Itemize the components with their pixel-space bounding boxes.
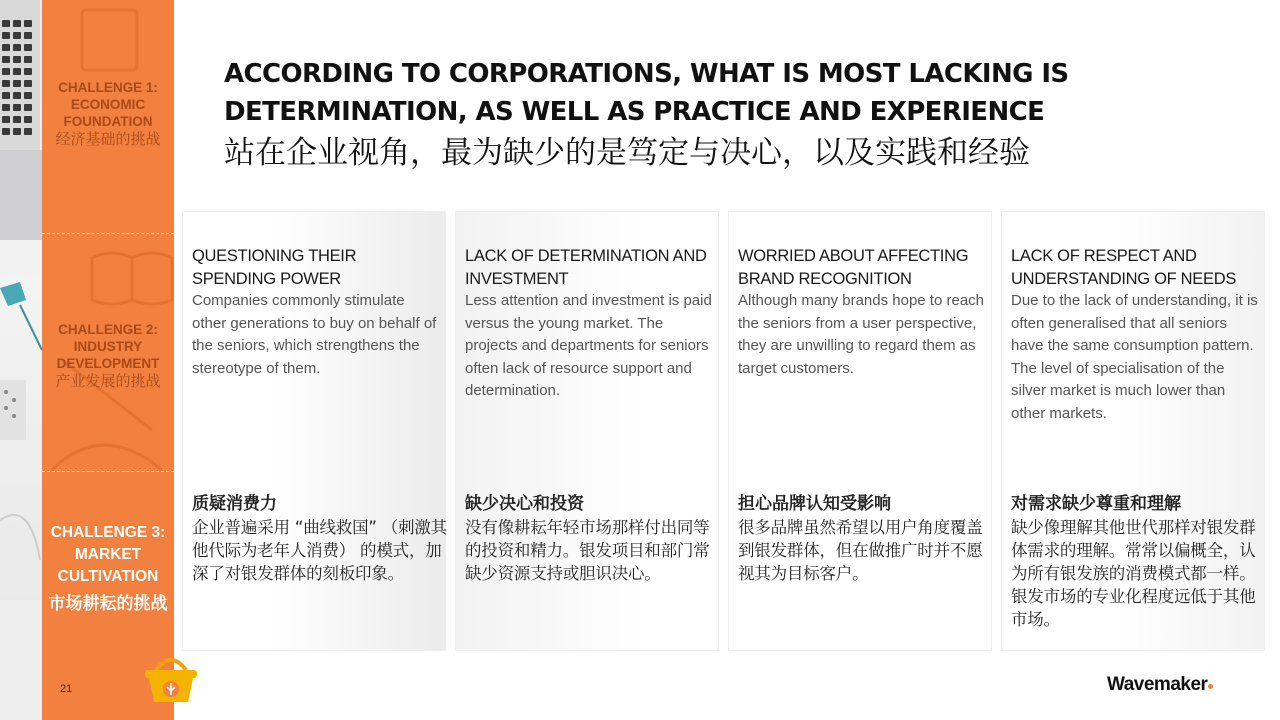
card-body: Companies commonly stimulate other generations to buy on behalf of the seniors, which strengthens the stereotype of them. (192, 292, 437, 377)
card-zh-body: 企业普遍采用 “曲线救国” （刺激其他代际为老年人消费） 的模式，加深了对银发群体的刻板印象。 (192, 518, 447, 583)
challenge-2-en: CHALLENGE 2: INDUSTRY DEVELOPMENT (56, 322, 160, 371)
challenge-1-en: CHALLENGE 1: ECONOMIC FOUNDATION (58, 80, 158, 129)
shopping-basket-icon (140, 650, 202, 706)
card-title: LACK OF DETERMINATION AND INVESTMENT (465, 247, 707, 288)
challenge-3-en: CHALLENGE 3: MARKET CULTIVATION (50, 524, 166, 585)
sidebar-divider-2 (42, 471, 174, 472)
wavemaker-logo (1107, 674, 1213, 696)
background-desk-photo (0, 0, 42, 720)
card-zh-title: 缺少决心和投资 (465, 494, 584, 514)
challenge-3-label (42, 522, 174, 619)
card-title: LACK OF RESPECT AND UNDERSTANDING OF NEEDS (1011, 247, 1237, 288)
card-respect-needs (1001, 211, 1265, 651)
card-zh-title: 对需求缺少尊重和理解 (1011, 494, 1181, 514)
challenge-sidebar (42, 0, 174, 720)
card-zh-title: 担心品牌认知受影响 (738, 494, 891, 514)
headline-en-line-1: ACCORDING TO CORPORATIONS, WHAT IS MOST LACKING IS (224, 59, 1069, 89)
sidebar-divider-1 (42, 233, 174, 234)
card-title: WORRIED ABOUT AFFECTING BRAND RECOGNITION (738, 247, 969, 288)
headline-en-line-2: DETERMINATION, AS WELL AS PRACTICE AND EXPERIENCE (224, 97, 1045, 127)
logo-text: Wavemaker (1107, 674, 1208, 695)
challenge-2-label (42, 322, 174, 391)
card-body: Although many brands hope to reach the seniors from a user perspective, they are unwilling to regard them as target customers. (738, 292, 984, 377)
challenge-3-zh: 市场耕耘的挑战 (48, 594, 168, 613)
card-zh-body: 很多品牌虽然希望以用户角度覆盖到银发群体，但在做推广时并不愿视其为目标客户。 (738, 518, 983, 583)
card-zh-body: 缺少像理解其他世代那样对银发群体需求的理解。常常以偏概全，认为所有银发族的消费模式都一样。银发市场的专业化程度远低于其他市场。 (1011, 518, 1256, 629)
card-brand-recognition (728, 211, 992, 651)
logo-dot (1208, 684, 1213, 689)
headline-zh: 站在企业视角，最为缺少的是笃定与决心，以及实践和经验 (224, 135, 1030, 171)
challenge-2-zh: 产业发展的挑战 (55, 372, 161, 390)
card-spending-power (182, 211, 446, 651)
card-determination (455, 211, 719, 651)
desk-illustration (0, 0, 42, 720)
challenge-1-label (42, 80, 174, 149)
challenge-1-zh: 经济基础的挑战 (55, 130, 161, 148)
slide-headline (224, 55, 1224, 175)
card-zh-title: 质疑消费力 (192, 494, 277, 514)
card-zh-body: 没有像耕耘年轻市场那样付出同等的投资和精力。银发项目和部门常缺少资源支持或胆识决心。 (465, 518, 710, 583)
page-number: 21 (60, 683, 73, 695)
card-title: QUESTIONING THEIR SPENDING POWER (192, 247, 357, 288)
card-body: Due to the lack of understanding, it is often generalised that all seniors have the same consumption pattern. The level of specialisation of the silver market is much lower than other markets. (1011, 292, 1258, 422)
card-body: Less attention and investment is paid versus the young market. The projects and departments for seniors often lack of resource support and determination. (465, 292, 712, 399)
